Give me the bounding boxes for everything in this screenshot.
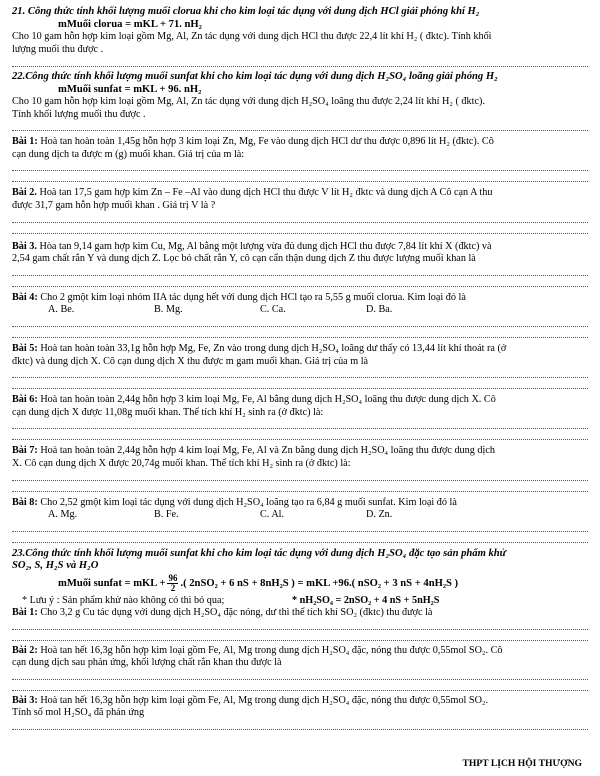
answer-line bbox=[12, 277, 588, 287]
bai-6 bbox=[12, 394, 588, 407]
bai-2-label: Bài 2. bbox=[12, 187, 37, 199]
answer-line bbox=[12, 213, 588, 223]
option-c: C. Ca. bbox=[260, 304, 286, 316]
answer-line bbox=[12, 720, 588, 730]
answer-line bbox=[12, 161, 588, 171]
bai-5-label: Bài 5: bbox=[12, 342, 38, 354]
answer-line bbox=[12, 631, 588, 641]
bai-6-line1: Hoà tan hoàn toàn 2,44g hỗn hợp 3 kim loại Mg, Fe, Al bằng dung dịch H₂SO₄ loãng thu được dung dịch X. Cô bbox=[37, 394, 496, 406]
option-d: D. Ba. bbox=[366, 304, 393, 316]
answer-line bbox=[12, 224, 588, 234]
answer-line bbox=[12, 172, 588, 182]
s23-bai-1-label: Bài 1: bbox=[12, 607, 38, 619]
note-h2so4-formula: * nH₂SO₄ = 2nSO₂ + 4 nS + 5nH₂S bbox=[292, 594, 440, 606]
answer-line bbox=[12, 328, 588, 338]
answer-line bbox=[12, 317, 588, 327]
option-d: D. Zn. bbox=[366, 509, 393, 521]
bai-5-line2: đktc) và dung dịch X. Cô cạn dung dịch X thu được m gam muối khan. Giá trị của m là bbox=[12, 355, 369, 367]
option-a: A. Be. bbox=[48, 304, 75, 316]
bai-2-line1: Hoà tan 17,5 gam hợp kim Zn – Fe –Al vào dung dịch HCl thu được V lít H₂ đktc và dung dịch A Cô cạn A thu bbox=[36, 187, 493, 199]
section-23-heading-line2: SO₂, S, H₂S và H₂O bbox=[12, 560, 99, 572]
option-c: C. Al. bbox=[260, 509, 285, 521]
answer-line bbox=[12, 482, 588, 492]
s23-bai-1-line1: Cho 3,2 g Cu tác dụng với dung dịch H₂SO₄ đặc nóng, dư thì thể tích khí SO₂ (đktc) thu được là bbox=[37, 607, 433, 619]
bai-4-options bbox=[12, 304, 588, 317]
answer-line bbox=[12, 533, 588, 543]
bai-8-label: Bài 8: bbox=[12, 496, 38, 508]
s22-paragraph-line1: Cho 10 gam hỗn hợp kim loại gồm Mg, Al, Zn tác dụng với dung dịch H₂SO₄ loãng thu được 2,24 lít khí H₂ ( đktc). bbox=[12, 96, 485, 107]
s23-bai-2-label: Bài 2: bbox=[12, 644, 38, 656]
s23-bai-3-line2: Tính số mol H₂SO₄ đã phản ứng bbox=[12, 707, 145, 719]
s23-bai-2 bbox=[12, 645, 588, 658]
bai-8-options bbox=[12, 509, 588, 522]
bai-1-line2: cạn dung dịch ta được m (g) muối khan. Giá trị của m là: bbox=[12, 148, 245, 160]
bai-5-line1: Hoà tan hoàn toàn 33,1g hỗn hợp Mg, Fe, Zn vào trong dung dịch H₂SO₄ loãng dư thấy có 13,44 lít khí thoát ra (ở bbox=[37, 342, 507, 354]
formula-23-fraction bbox=[167, 574, 178, 593]
bai-1-label: Bài 1: bbox=[12, 136, 38, 148]
bai-7 bbox=[12, 445, 588, 458]
s23-bai-3-label: Bài 3: bbox=[12, 694, 38, 706]
note-row bbox=[12, 595, 588, 608]
option-b: B. Fe. bbox=[154, 509, 179, 521]
s21-paragraph-line1: Cho 10 gam hỗn hợp kim loại gồm Mg, Al, Zn tác dụng với dung dịch HCl thu được 22,4 lít khí H₂ ( đktc). Tính khối bbox=[12, 31, 492, 43]
s23-bai-2-line1: Hoà tan hết 16,3g hỗn hợp kim loại gồm Fe, Al, Mg trong dung dịch H₂SO₄ đặc, nóng thu được 0,55mol SO₂. Cô bbox=[37, 644, 503, 656]
bai-1-line1: Hoà tan hoàn toàn 1,45g hỗn hợp 3 kim loại Zn, Mg, Fe vào dung dịch HCl dư thu được 0,896 lít H₂ (đktc). Cô bbox=[37, 136, 494, 148]
bai-1 bbox=[12, 136, 588, 149]
bai-6-line2: cạn dung dịch X được 11,08g muối khan. Thể tích khí H₂ sinh ra (ở đktc) là: bbox=[12, 406, 324, 418]
section-21-heading: 21. Công thức tính khối lượng muối clorua khi cho kim loại tác dụng với dung dịch HCl giải phóng khí H₂ bbox=[12, 6, 480, 17]
answer-line bbox=[12, 368, 588, 378]
bai-4-label: Bài 4: bbox=[12, 291, 38, 303]
answer-line bbox=[12, 681, 588, 691]
s23-bai-3-line1: Hoà tan hết 16,3g hỗn hợp kim loại gồm Fe, Al, Mg trong dung dịch H₂SO₄ đặc, nóng thu được 0,55mol SO₂. bbox=[37, 694, 489, 706]
bai-7-line2: X. Cô cạn dung dịch X được 20,74g muối khan. Thể tích khí H₂ sinh ra (ở đktc) là: bbox=[12, 457, 351, 469]
bai-5 bbox=[12, 343, 588, 356]
bai-8 bbox=[12, 497, 588, 510]
formula-23-part-a: mMuối sunfat = mKL + bbox=[58, 577, 166, 589]
formula-21: mMuối clorua = mKL + 71. nH₂ bbox=[58, 19, 202, 31]
note-luu-y: * Lưu ý : Sản phẩm khử nào không có thì bỏ qua; bbox=[22, 594, 225, 606]
formula-22: mMuối sunfat = mKL + 96. nH₂ bbox=[58, 84, 202, 95]
bai-2-line2: được 31,7 gam hỗn hợp muối khan . Giá trị V là ? bbox=[12, 199, 216, 211]
option-b: B. Mg. bbox=[154, 304, 183, 316]
section-22-heading: 22.Công thức tính khối lượng muối sunfat khi cho kim loại tác dụng với dung dịch H₂SO₄ loãng giải phóng H₂ bbox=[12, 70, 498, 82]
bai-3-line2: 2,54 gam chất rắn Y và dung dịch Z. Lọc bỏ chất rắn Y, cô cạn cẩn thận dung dịch Z thu được lượng muối khan là bbox=[12, 253, 476, 265]
document-page bbox=[12, 6, 588, 731]
answer-line bbox=[12, 266, 588, 276]
answer-line bbox=[12, 670, 588, 680]
answer-line bbox=[12, 121, 588, 131]
s21-paragraph-line2: lượng muối thu được . bbox=[12, 44, 104, 55]
option-a: A. Mg. bbox=[48, 509, 78, 521]
bai-6-label: Bài 6: bbox=[12, 394, 38, 406]
bai-4 bbox=[12, 292, 588, 305]
bai-2 bbox=[12, 187, 588, 200]
bai-4-line1: Cho 2 gmột kim loại nhóm IIA tác dụng hết với dung dịch HCl tạo ra 5,55 g muối clorua. Kim loại đó là bbox=[37, 291, 466, 303]
bai-8-line1: Cho 2,52 gmột kim loại tác dụng với dung dịch H₂SO₄ loãng tạo ra 6,84 g muối sunfat. Kim loại đó là bbox=[37, 496, 457, 508]
bai-3-label: Bài 3. bbox=[12, 240, 37, 252]
school-footer: THPT LỊCH HỘI THƯỢNG bbox=[462, 758, 582, 769]
fraction-numerator: 96 bbox=[168, 573, 178, 583]
answer-line bbox=[12, 522, 588, 532]
s23-bai-1 bbox=[12, 607, 588, 620]
bai-7-line1: Hoà tan hoàn toàn 2,44g hỗn hợp 4 kim loại Mg, Fe, Al và Zn bằng dung dịch H₂SO₄ loãng thu được dung dịch bbox=[37, 445, 495, 457]
bai-3 bbox=[12, 241, 588, 254]
fraction-denominator: 2 bbox=[170, 583, 176, 593]
formula-23 bbox=[12, 573, 588, 595]
answer-line bbox=[12, 379, 588, 389]
answer-line bbox=[12, 419, 588, 429]
formula-23-part-b: .( 2nSO₂ + 6 nS + 8nH₂S ) = mKL +96.( nSO₂ + 3 nS + 4nH₂S ) bbox=[180, 577, 459, 589]
answer-line bbox=[12, 471, 588, 481]
bai-7-label: Bài 7: bbox=[12, 445, 38, 457]
s23-bai-3 bbox=[12, 695, 588, 708]
s23-bai-2-line2: cạn dung dịch sau phản ứng, khối lượng chất rắn khan thu được là bbox=[12, 657, 282, 669]
answer-line bbox=[12, 620, 588, 630]
answer-line bbox=[12, 430, 588, 440]
bai-3-line1: Hòa tan 9,14 gam hợp kim Cu, Mg, Al bằng một lượng vừa đủ dung dịch HCl thu được 7,84 lít khí X (đktc) và bbox=[36, 240, 492, 252]
section-23-heading: 23.Công thức tính khối lượng muối sunfat khi cho kim loại tác dụng với dung dịch H₂SO₄ đặc tạo sản phẩm khử bbox=[12, 547, 507, 559]
s22-paragraph-line2: Tính khối lượng muối thu được . bbox=[12, 108, 146, 120]
answer-line bbox=[12, 57, 588, 67]
